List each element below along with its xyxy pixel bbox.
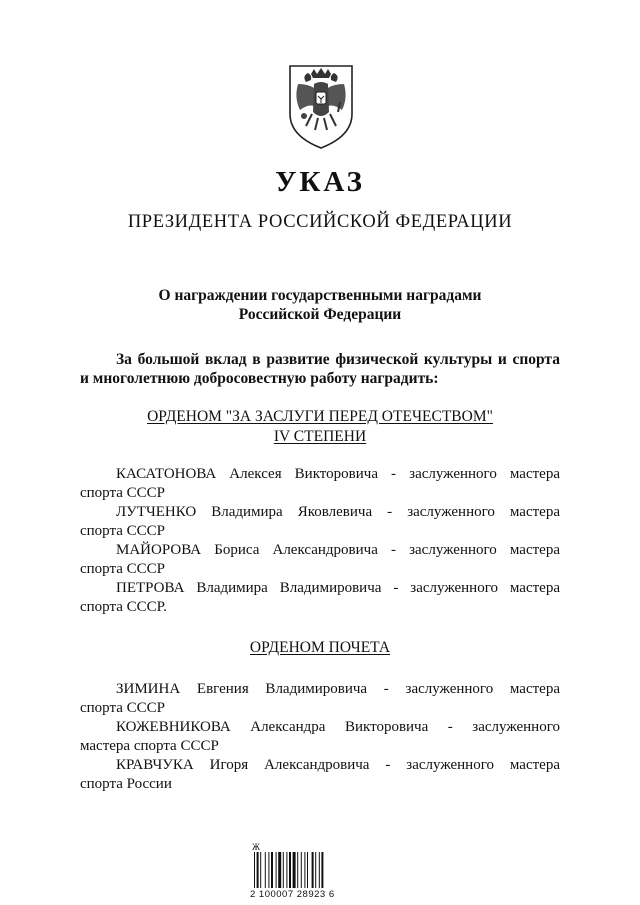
recipient-title: спорта России bbox=[80, 776, 172, 792]
order-heading-line-1: ОРДЕНОМ ПОЧЕТА bbox=[249, 639, 391, 656]
recipient-name: ПЕТРОВА Владимира Владимировича - заслуженного мастера bbox=[116, 580, 560, 596]
order-heading-line-2: IV СТЕПЕНИ bbox=[273, 428, 367, 445]
decree-intro bbox=[80, 350, 560, 388]
subject-line-2: Российской Федерации bbox=[238, 306, 402, 323]
list-item bbox=[80, 503, 560, 541]
recipient-list-honor bbox=[80, 680, 560, 794]
order-heading-merit bbox=[0, 407, 640, 447]
recipient-name: КРАВЧУКА Игоря Александровича - заслуженного мастера bbox=[116, 757, 560, 773]
barcode-bars-icon bbox=[254, 852, 364, 888]
recipient-name: КОЖЕВНИКОВА Александра Викторовича - заслуженного bbox=[116, 719, 560, 735]
barcode bbox=[250, 842, 368, 902]
recipient-title: спорта СССР bbox=[80, 485, 165, 501]
recipient-name: МАЙОРОВА Бориса Александровича - заслуженного мастера bbox=[116, 542, 560, 558]
recipient-name: ЛУТЧЕНКО Владимира Яковлевича - заслуженного мастера bbox=[116, 504, 560, 520]
order-heading-line-1: ОРДЕНОМ "ЗА ЗАСЛУГИ ПЕРЕД ОТЕЧЕСТВОМ" bbox=[147, 408, 493, 425]
intro-line-2: и многолетнюю добросовестную работу наградить: bbox=[80, 370, 439, 387]
order-heading-honor bbox=[0, 638, 640, 658]
decree-subject bbox=[0, 286, 640, 324]
recipient-title: спорта СССР bbox=[80, 523, 165, 539]
list-item bbox=[80, 718, 560, 756]
recipient-list-merit bbox=[80, 465, 560, 617]
coat-of-arms-icon bbox=[284, 58, 358, 150]
document-subtitle: ПРЕЗИДЕНТА РОССИЙСКОЙ ФЕДЕРАЦИИ bbox=[127, 212, 513, 232]
intro-line-1: За большой вклад в развитие физической культуры и спорта bbox=[116, 351, 560, 368]
list-item bbox=[80, 541, 560, 579]
barcode-mark: Ж bbox=[252, 842, 261, 852]
recipient-title: спорта СССР. bbox=[80, 599, 167, 615]
recipient-name: ЗИМИНА Евгения Владимировича - заслуженного мастера bbox=[116, 681, 560, 697]
list-item bbox=[80, 756, 560, 794]
list-item bbox=[80, 680, 560, 718]
list-item bbox=[80, 579, 560, 617]
recipient-title: спорта СССР bbox=[80, 561, 165, 577]
list-item bbox=[80, 465, 560, 503]
barcode-number: 2 100007 28923 6 bbox=[250, 889, 335, 900]
recipient-title: мастера спорта СССР bbox=[80, 738, 219, 754]
subject-line-1: О награждении государственными наградами bbox=[158, 287, 482, 304]
document-title: УКАЗ bbox=[275, 166, 365, 198]
recipient-name: КАСАТОНОВА Алексея Викторовича - заслуженного мастера bbox=[116, 466, 560, 482]
recipient-title: спорта СССР bbox=[80, 700, 165, 716]
